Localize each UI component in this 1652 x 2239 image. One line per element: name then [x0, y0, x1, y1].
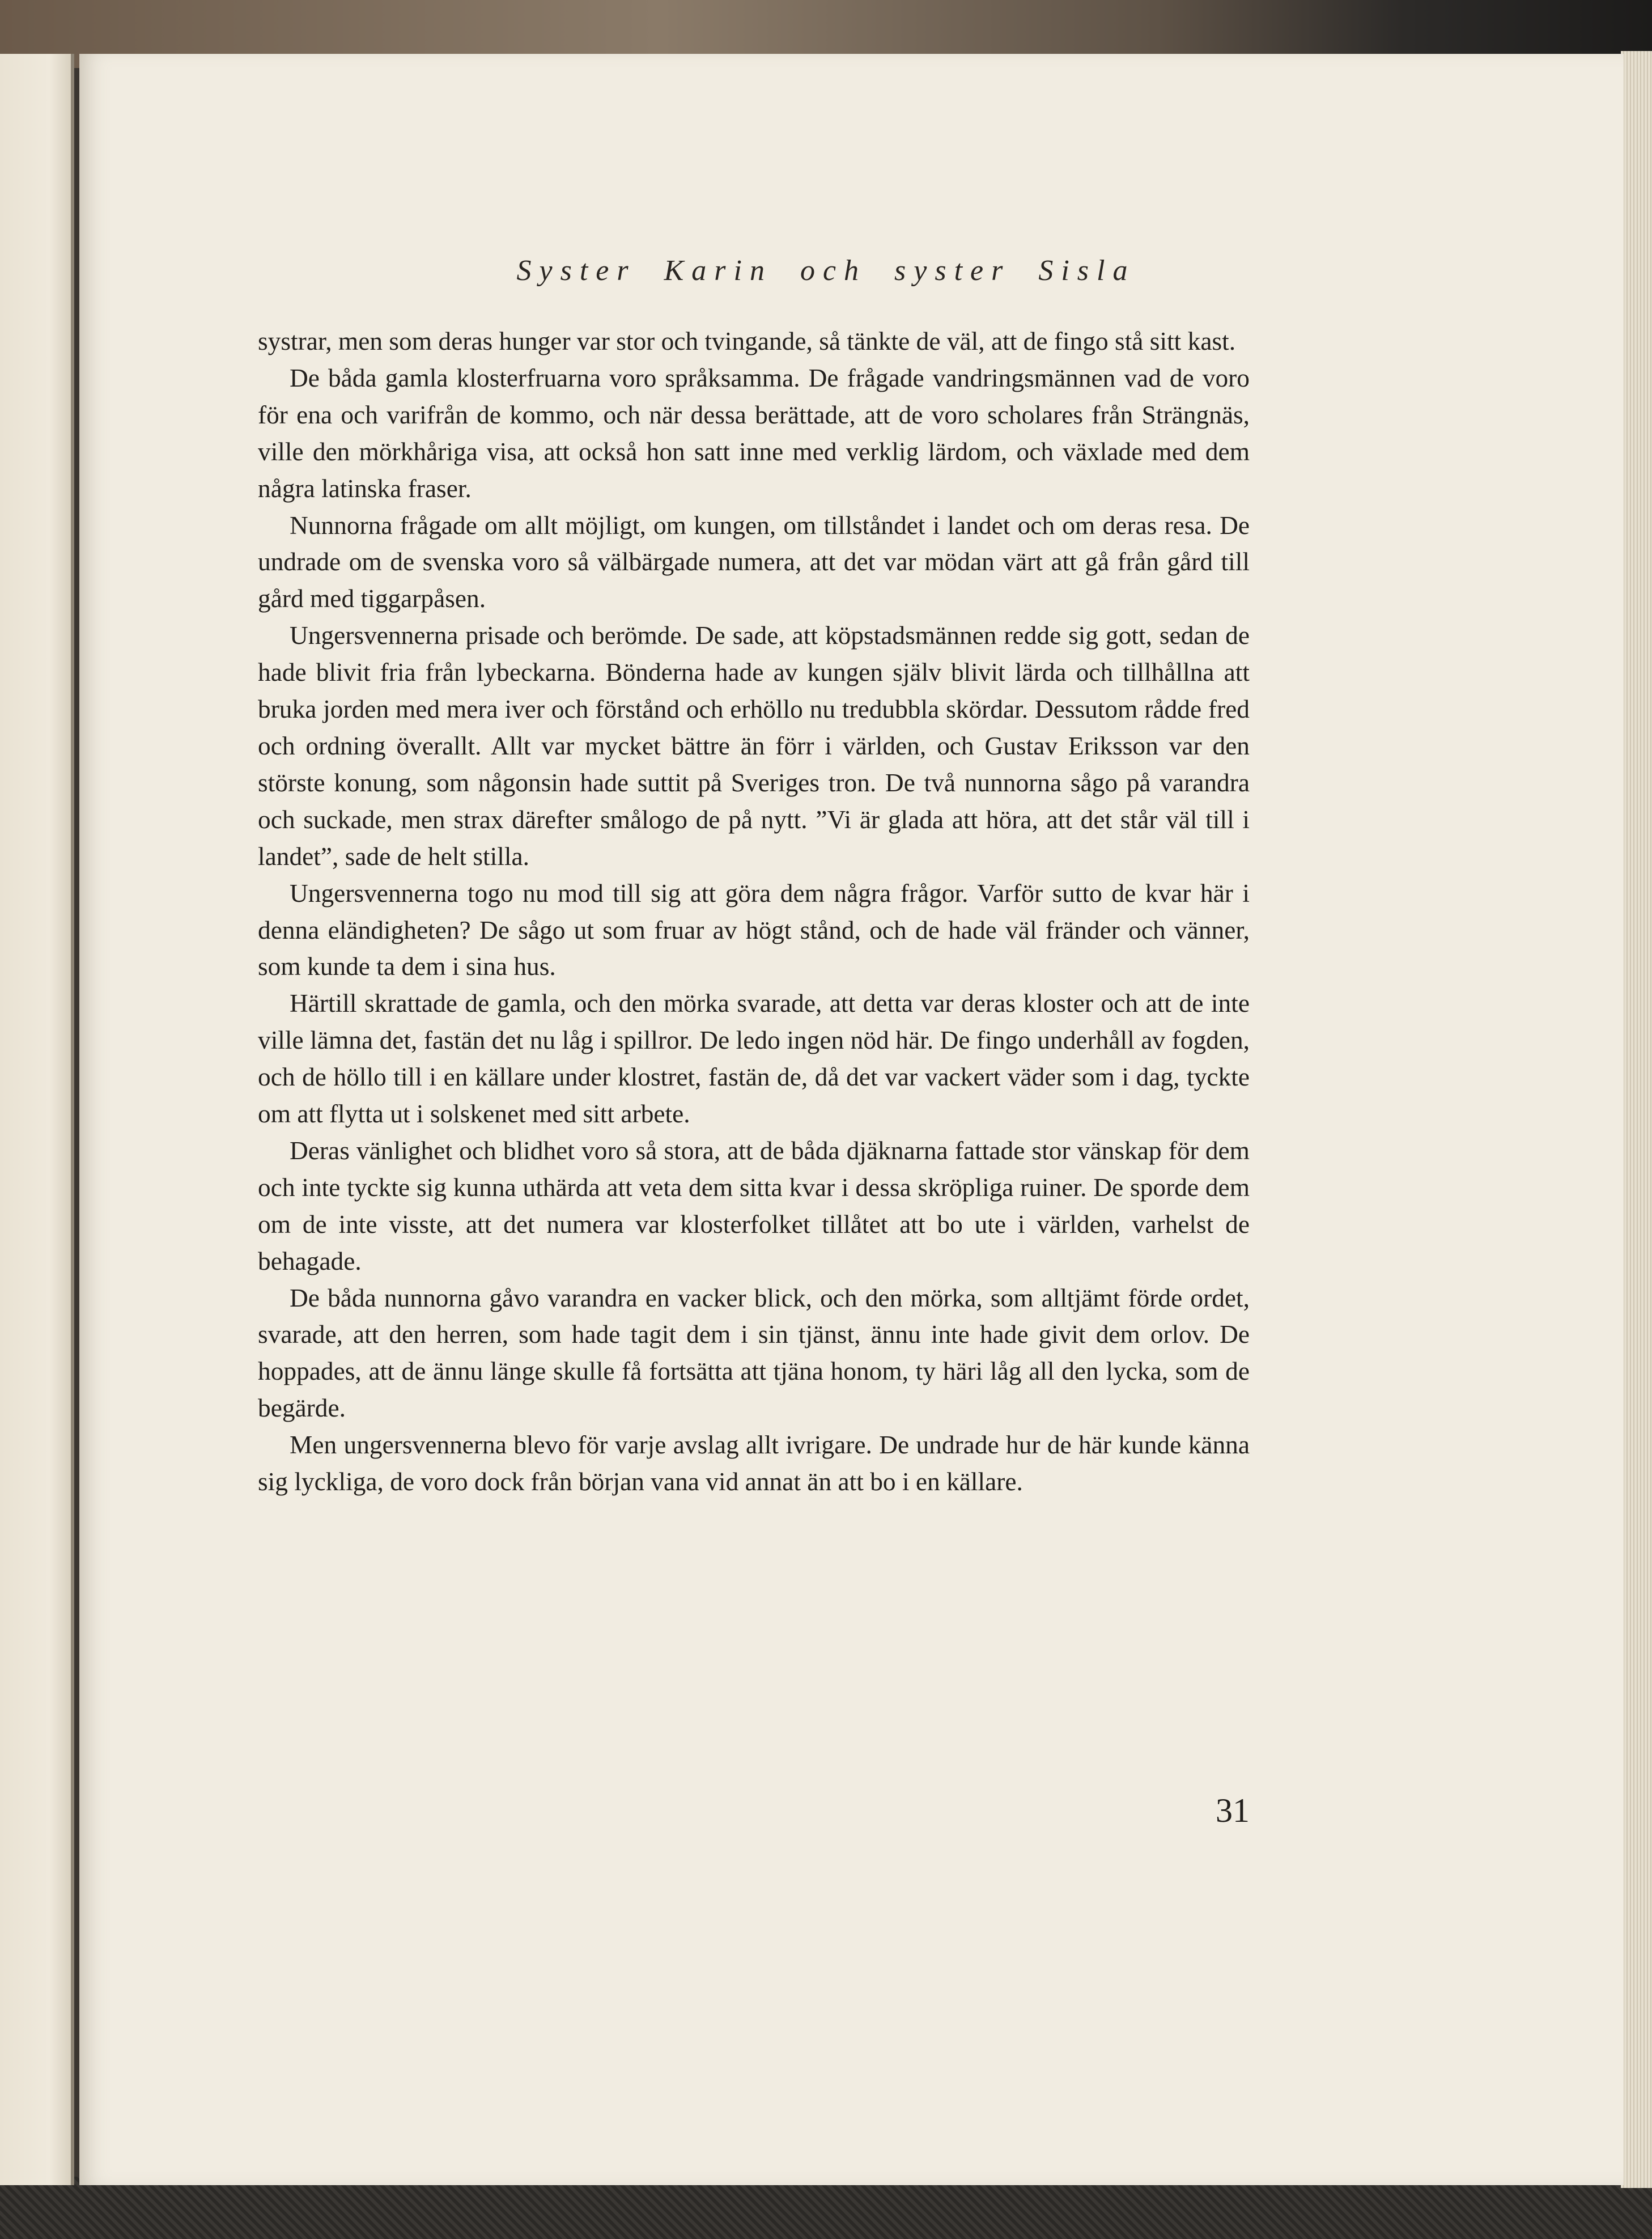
paragraph: Ungersvennerna togo nu mod till sig att göra dem några frågor. Varför sutto de kvar här i denna eländigheten? De sågo ut som fruar av högt stånd, och de hade väl fränder och vänner, som kunde ta dem i sina hus.: [258, 879, 1250, 981]
body-text: [258, 323, 1250, 1500]
paragraph: Men ungersvennerna blevo för varje avslag allt ivrigare. De undrade hur de här kunde känna sig lyckliga, de voro dock från början vana vid annat än att bo i en källare.: [258, 1431, 1250, 1496]
facing-page-edge: [0, 54, 74, 2185]
paragraph: Nunnorna frågade om allt möjligt, om kungen, om tillståndet i landet och om deras resa. De undrade om de svenska voro så välbärgade numera, att det var mödan värt att gå från gård till gård med tiggarpåsen.: [258, 511, 1250, 613]
paragraph: systrar, men som deras hunger var stor och tvingande, så tänkte de väl, att de fingo stå sitt kast.: [258, 327, 1236, 355]
paragraph: De båda gamla klosterfruarna voro språksamma. De frågade vandringsmännen vad de voro för ena och varifrån de kommo, och när dessa berättade, att de voro scholares från Strängnäs, ville den mörkhåriga visa, att också hon satt inne med verklig lärdom, och växlade med dem några latinska fraser.: [258, 363, 1250, 503]
page-stack-edge: [1621, 51, 1652, 2188]
paragraph: De båda nunnorna gåvo varandra en vacker blick, och den mörka, som alltjämt förde ordet, svarade, att den herren, som hade tagit dem i sin tjänst, ännu inte hade givit dem orlov. De hoppades, att de ännu länge skulle få fortsätta att tjäna honom, ty häri låg all den lycka, som de begärde.: [258, 1283, 1250, 1423]
paragraph: Ungersvennerna prisade och berömde. De sade, att köpstadsmännen redde sig gott, sedan de hade blivit fria från lybeckarna. Bönderna hade av kungen själv blivit lärda och tillhållna att bruka jorden med mera iver och förstånd och erhöllo nu tredubbla skördar. Dessutom rådde fred och ordning överallt. Allt var mycket bättre än förr i världen, och Gustav Eriksson var den störste konung, som någonsin hade suttit på Sveriges tron. De två nunnorna sågo på varandra och suckade, men strax därefter smålogo de på nytt. ”Vi är glada att höra, att det står väl till i landet”, sade de helt stilla.: [258, 621, 1250, 871]
paragraph: Härtill skrattade de gamla, och den mörka svarade, att detta var deras kloster och att de inte ville lämna det, fastän det nu låg i spillror. De ledo ingen nöd här. De fingo underhåll av fogden, och de höllo till i en källare under klostret, fastän de, då det var vackert väder som i dag, tyckte om att flytta ut i solskenet med sitt arbete.: [258, 989, 1250, 1129]
background-cloth: [0, 2177, 1652, 2239]
running-head: Syster Karin och syster Sisla: [516, 255, 1136, 287]
paragraph: Deras vänlighet och blidhet voro så stora, att de båda djäknarna fattade stor vänskap för dem och inte tyckte sig kunna uthärda att veta dem sitta kvar i dessa skröpliga ruiner. De sporde dem om de inte visste, att det numera var klosterfolket tillåtet att bo ute i världen, varhelst de behagade.: [258, 1136, 1250, 1275]
page-number: 31: [1216, 1792, 1250, 1829]
